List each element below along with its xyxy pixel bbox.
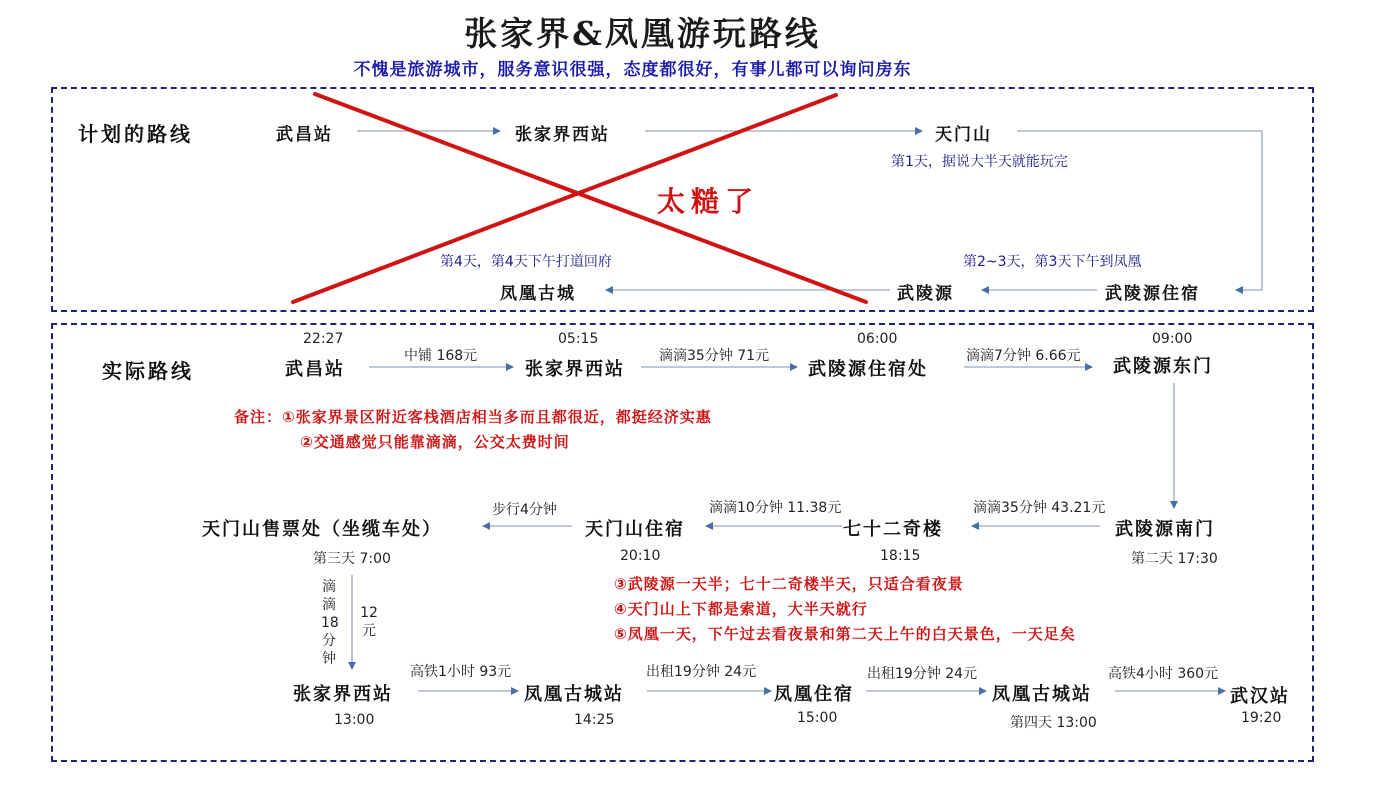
time-label: 18:15 [880,548,921,564]
actual-node-wuchang: 武昌站 [285,359,345,380]
note-3: ③武陵源一天半；七十二奇楼半天，只适合看夜景 [614,575,964,593]
time-label: 14:25 [574,712,615,728]
planned-node-zjj-west: 张家界西站 [515,125,610,145]
note-4: ④天门山上下都是索道，大半天就行 [614,600,868,618]
time-label: 22:27 [303,331,344,347]
edge-label: 高铁1小时 93元 [410,664,512,680]
edge-label: 中铺 168元 [404,348,478,364]
verdict-text: 太糙了 [657,185,760,218]
actual-node-tianmen-stay: 天门山住宿 [585,519,685,540]
actual-node-wulingyuan-east: 武陵源东门 [1113,356,1213,377]
time-label: 15:00 [797,710,838,726]
actual-node-72-towers: 七十二奇楼 [843,519,943,540]
actual-node-wulingyuan-south: 武陵源南门 [1115,519,1215,540]
time-label: 20:10 [620,548,661,564]
time-label: 06:00 [857,331,898,347]
edge-label: 滴滴35分钟 71元 [659,348,770,364]
time-label: 09:00 [1152,331,1193,347]
planned-node-fenghuang: 凤凰古城 [500,284,576,304]
edge-label: 高铁4小时 360元 [1108,666,1219,682]
planned-node-wulingyuan-stay: 武陵源住宿 [1105,284,1200,304]
actual-node-fenghuang-stay: 凤凰住宿 [774,684,854,705]
edge-label: 滴滴7分钟 6.66元 [966,348,1081,364]
vertical-edge-right-label: 12元 [360,605,378,639]
actual-node-fenghuang-station-return: 凤凰古城站 [992,684,1092,705]
page-title: 张家界&凤凰游玩路线 [464,14,821,53]
edge-label: 步行4分钟 [492,502,557,518]
edge-label: 滴滴35分钟 43.21元 [973,500,1106,516]
time-label: 13:00 [334,712,375,728]
planned-node-tianmen: 天门山 [935,125,992,145]
planned-node-wuchang: 武昌站 [276,125,333,145]
actual-node-zjj-west-return: 张家界西站 [293,684,393,705]
note-5: ⑤凤凰一天，下午过去看夜景和第二天上午的白天景色，一天足矣 [614,625,1076,643]
planned-annotation-day1: 第1天，据说大半天就能玩完 [891,154,1068,170]
actual-route-label: 实际路线 [102,359,194,383]
actual-node-wuhan: 武汉站 [1230,686,1290,707]
actual-node-zjj-west: 张家界西站 [525,359,625,380]
vertical-edge-left-label: 滴滴18分钟 [321,579,339,667]
time-label: 05:15 [558,331,599,347]
note-1: 备注：①张家界景区附近客栈酒店相当多而且都很近，都挺经济实惠 [234,408,712,426]
time-label: 第四天 13:00 [1010,715,1097,731]
edge-label: 出租19分钟 24元 [867,666,978,682]
planned-node-wulingyuan: 武陵源 [897,284,954,304]
time-label: 第三天 7:00 [313,551,391,567]
planned-annotation-day4: 第4天，第4天下午打道回府 [440,254,612,270]
time-label: 第二天 17:30 [1131,551,1218,567]
time-label: 19:20 [1241,710,1282,726]
actual-node-wulingyuan-stay: 武陵源住宿处 [808,359,928,380]
edge-label: 出租19分钟 24元 [646,664,757,680]
planned-annotation-day23: 第2~3天，第3天下午到凤凰 [963,254,1142,270]
actual-node-tianmen-ticket: 天门山售票处（坐缆车处） [202,519,442,540]
actual-node-fenghuang-station: 凤凰古城站 [524,684,624,705]
page-subtitle: 不愧是旅游城市，服务意识很强，态度都很好，有事儿都可以询问房东 [353,60,912,80]
planned-route-label: 计划的路线 [78,122,193,146]
note-2: ②交通感觉只能靠滴滴，公交太费时间 [300,433,570,451]
edge-label: 滴滴10分钟 11.38元 [709,500,842,516]
